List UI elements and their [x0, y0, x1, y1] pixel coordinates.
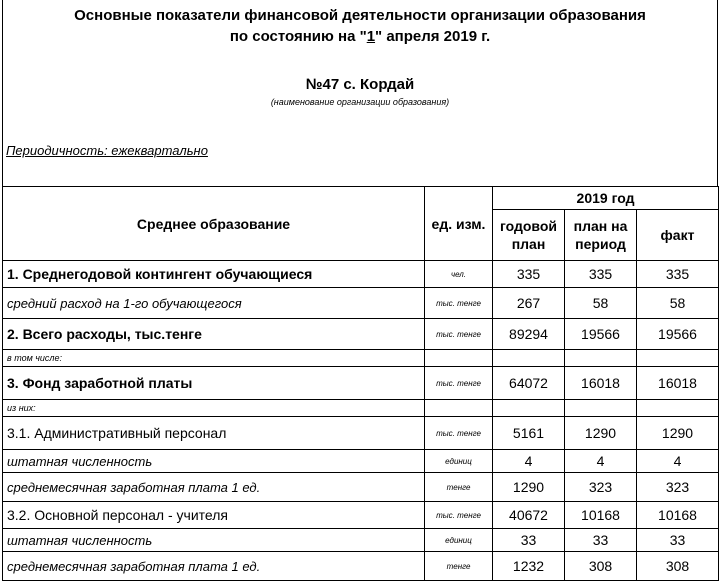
- row-period-plan: 323: [565, 473, 637, 502]
- row-annual-plan: 5161: [493, 417, 565, 450]
- row-label: из них:: [3, 400, 425, 417]
- periodicity: Периодичность: ежеквартально: [6, 143, 208, 158]
- col-header-main: Среднее образование: [3, 187, 425, 261]
- table-row: [3, 473, 719, 502]
- table-row: [3, 400, 719, 417]
- table-row: [3, 288, 719, 319]
- row-period-plan: 58: [565, 288, 637, 319]
- row-unit: тыс. тенге: [425, 288, 493, 319]
- table-row: [3, 367, 719, 400]
- header-row-1: [3, 187, 719, 210]
- row-period-plan: 19566: [565, 319, 637, 350]
- row-label: 3.2. Основной персонал - учителя: [3, 502, 425, 529]
- col-header-unit: ед. изм.: [425, 187, 493, 261]
- row-unit: тенге: [425, 552, 493, 581]
- row-unit: единиц: [425, 450, 493, 473]
- row-period-plan: 4: [565, 450, 637, 473]
- row-label: 3. Фонд заработной платы: [3, 367, 425, 400]
- col-header-fact: факт: [637, 210, 719, 261]
- row-fact: 16018: [637, 367, 719, 400]
- row-annual-plan: [493, 400, 565, 417]
- row-unit: единиц: [425, 529, 493, 552]
- row-fact: 335: [637, 261, 719, 288]
- row-fact: 10168: [637, 502, 719, 529]
- row-annual-plan: 335: [493, 261, 565, 288]
- row-unit: тыс. тенге: [425, 502, 493, 529]
- row-label: 3.1. Административный персонал: [3, 417, 425, 450]
- table-row: [3, 529, 719, 552]
- org-note: (наименование организации образования): [270, 97, 450, 107]
- row-annual-plan: 267: [493, 288, 565, 319]
- row-fact: 4: [637, 450, 719, 473]
- row-unit: тыс. тенге: [425, 417, 493, 450]
- row-fact: 33: [637, 529, 719, 552]
- row-period-plan: [565, 400, 637, 417]
- row-unit: чел.: [425, 261, 493, 288]
- row-period-plan: 335: [565, 261, 637, 288]
- row-period-plan: 33: [565, 529, 637, 552]
- row-period-plan: [565, 350, 637, 367]
- org-name: №47 с. Кордай: [305, 76, 415, 93]
- row-annual-plan: 33: [493, 529, 565, 552]
- row-label: среднемесячная заработная плата 1 ед.: [3, 473, 425, 502]
- row-annual-plan: 64072: [493, 367, 565, 400]
- table-row: [3, 450, 719, 473]
- row-label: 2. Всего расходы, тыс.тенге: [3, 319, 425, 350]
- row-unit: [425, 400, 493, 417]
- row-period-plan: 16018: [565, 367, 637, 400]
- row-fact: 58: [637, 288, 719, 319]
- row-unit: тенге: [425, 473, 493, 502]
- row-label: в том числе:: [3, 350, 425, 367]
- row-label: среднемесячная заработная плата 1 ед.: [3, 552, 425, 581]
- row-annual-plan: 40672: [493, 502, 565, 529]
- col-header-annual: годовой план: [493, 210, 565, 261]
- row-label: штатная численность: [3, 450, 425, 473]
- col-header-year: 2019 год: [493, 187, 719, 210]
- indicators-table: [2, 186, 719, 581]
- table-row: [3, 417, 719, 450]
- table-row: [3, 319, 719, 350]
- row-annual-plan: 1232: [493, 552, 565, 581]
- table-row: [3, 502, 719, 529]
- page-title-line1: Основные показатели финансовой деятельности организации образования: [74, 7, 646, 24]
- row-fact: 19566: [637, 319, 719, 350]
- table-row: [3, 261, 719, 288]
- page-title-line2: по состоянию на "1" апреля 2019 г.: [229, 28, 491, 45]
- row-fact: [637, 400, 719, 417]
- row-period-plan: 308: [565, 552, 637, 581]
- row-period-plan: 1290: [565, 417, 637, 450]
- col-header-period: план на период: [565, 210, 637, 261]
- row-fact: [637, 350, 719, 367]
- row-unit: [425, 350, 493, 367]
- row-label: 1. Среднегодовой контингент обучающиеся: [3, 261, 425, 288]
- row-fact: 323: [637, 473, 719, 502]
- row-annual-plan: [493, 350, 565, 367]
- row-unit: тыс. тенге: [425, 319, 493, 350]
- table-row: [3, 552, 719, 581]
- row-label: штатная численность: [3, 529, 425, 552]
- row-fact: 308: [637, 552, 719, 581]
- title-day: 1: [366, 28, 376, 45]
- row-unit: тыс. тенге: [425, 367, 493, 400]
- row-annual-plan: 4: [493, 450, 565, 473]
- table-row: [3, 350, 719, 367]
- row-period-plan: 10168: [565, 502, 637, 529]
- row-annual-plan: 1290: [493, 473, 565, 502]
- row-annual-plan: 89294: [493, 319, 565, 350]
- row-label: средний расход на 1-го обучающегося: [3, 288, 425, 319]
- row-fact: 1290: [637, 417, 719, 450]
